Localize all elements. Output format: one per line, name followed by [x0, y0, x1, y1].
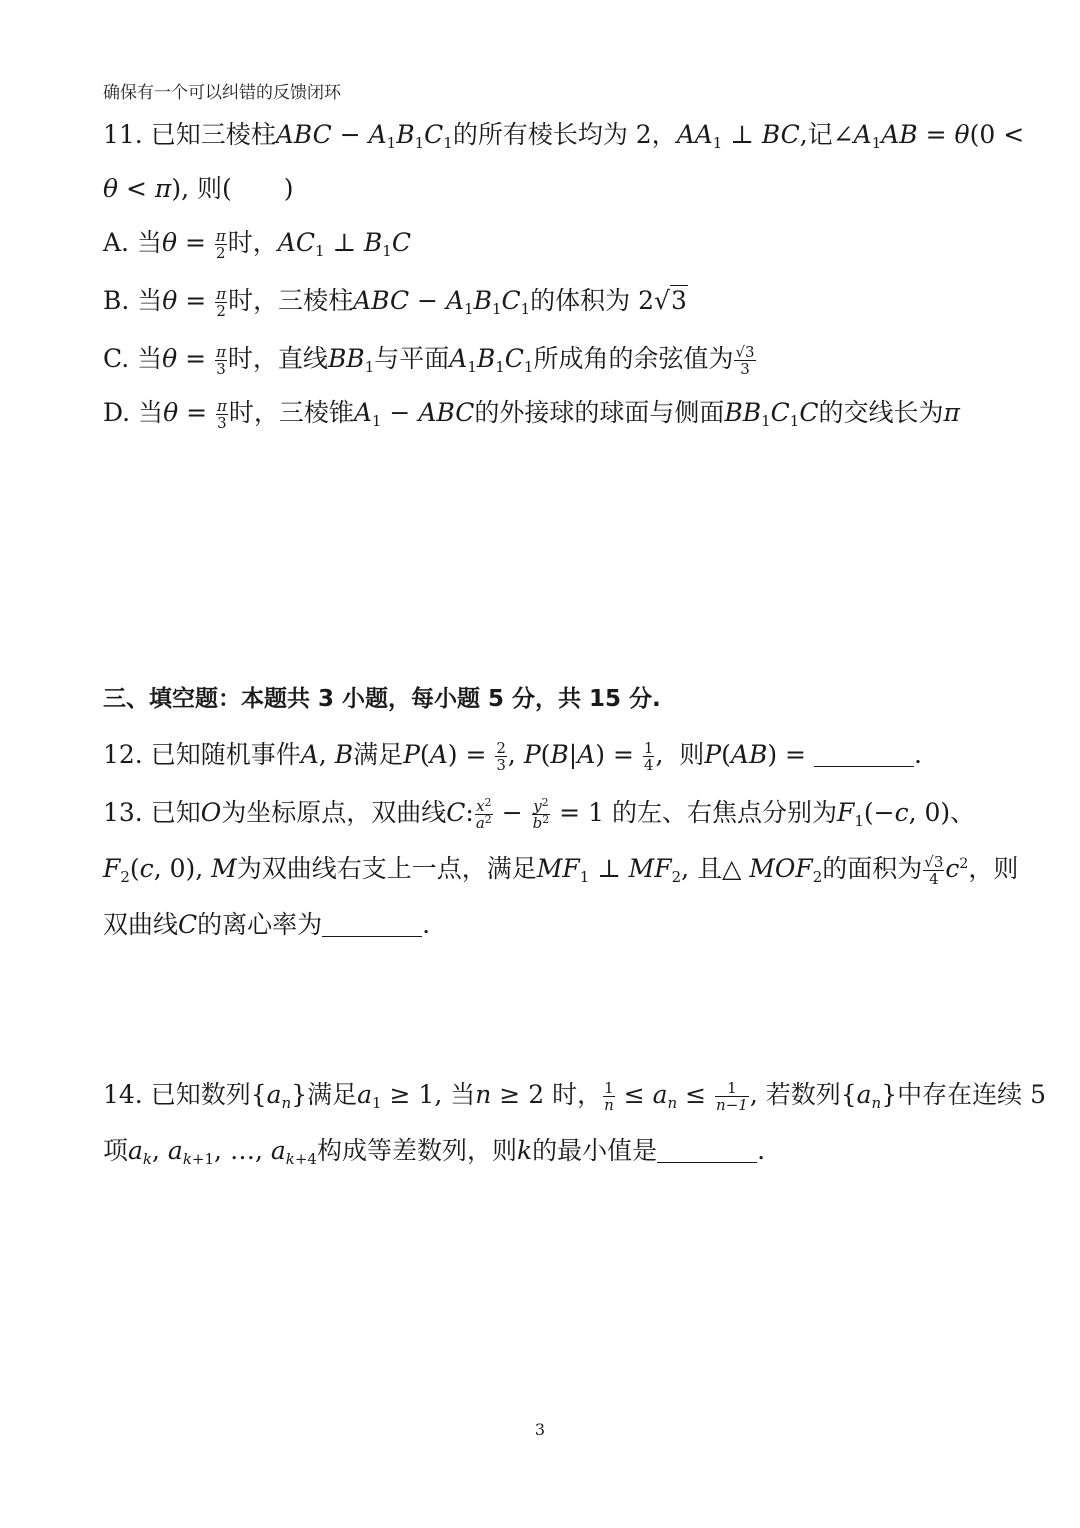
q14-text: 的最小值是: [532, 1136, 658, 1165]
q14-text: 若数列: [765, 1080, 841, 1109]
q11-stem-line1: 11. 已知三棱柱ABC − $A_1B_1C_1$的所有棱长均为 2，$AA_1$ ⊥ BC,记$\angle A_1AB = \theta(0$ <: [103, 120, 1025, 152]
q13-text: 的面积为: [822, 854, 923, 883]
option-text: 与平面: [374, 344, 450, 373]
option-label: C.: [103, 344, 130, 373]
option-text: 的体积为 2: [530, 286, 655, 315]
q11-option-b: B. 当θ = $\frac{\pi}{2}$ 时，三棱柱ABC − $A_1B_1C_1$的体积为 2√3: [103, 285, 687, 320]
q14-text: 当: [450, 1080, 476, 1109]
option-label: B.: [103, 286, 130, 315]
option-text: 时，: [227, 228, 278, 257]
header-note: 确保有一个可以纠错的反馈闭环: [103, 83, 341, 103]
q11-number: 11.: [103, 120, 143, 149]
section-heading: 三、填空题：本题共 3 小题，每小题 5 分，共 15 分.: [103, 686, 661, 712]
q11-option-c: C. 当θ = $\frac{\pi}{3}$ 时，直线$BB_1$与平面$A_1B_1C_1$所成角的余弦值为 $\frac{√3}{3}$: [103, 343, 755, 378]
q14-text: 中存在连续 5: [897, 1080, 1046, 1109]
option-text: 时，直线: [227, 344, 328, 373]
q13-text: 双曲线: [103, 910, 179, 939]
q13-text: 已知: [150, 798, 201, 827]
option-text: 的交线长为: [818, 398, 944, 427]
q13-text: .: [422, 910, 431, 939]
option-text: 的外接球的球面与侧面: [474, 398, 725, 427]
q13-text: 的离心率为: [197, 910, 323, 939]
q11-stem-line2: θ < π), 则( ): [103, 174, 294, 203]
q13-text: 为双曲线右支上一点，满足: [236, 854, 537, 883]
option-text: 时，三棱锥: [228, 398, 354, 427]
q14-number: 14.: [103, 1080, 143, 1109]
q13-number: 13.: [103, 798, 143, 827]
q12-number: 12.: [103, 740, 143, 769]
q12-text: 满足: [353, 740, 404, 769]
option-text: 当: [137, 286, 163, 315]
option-text: 当: [136, 228, 162, 257]
q11-text: 记: [807, 120, 833, 149]
q13-line3: 双曲线C的离心率为 .: [103, 910, 431, 939]
q13-text: ，则: [968, 854, 1019, 883]
q12-text: .: [913, 740, 922, 769]
q11-option-a: A. 当θ = $\frac{\pi}{2}$ 时，$AC_1$ ⊥ $B_1C$: [103, 227, 411, 262]
q12-text: 则: [679, 740, 705, 769]
q11-text: 则(: [197, 174, 232, 203]
q14-text: 项: [103, 1136, 129, 1165]
q13-text: 且△: [697, 854, 742, 883]
q11-text: 已知三棱柱: [150, 120, 276, 149]
q13-text: 的左、右焦点分别为: [611, 798, 837, 827]
option-text: 所成角的余弦值为: [533, 344, 734, 373]
answer-blank[interactable]: [814, 740, 914, 767]
q14-text: 时，: [552, 1080, 603, 1109]
q11-text: ): [283, 174, 294, 203]
q14-text: .: [757, 1136, 766, 1165]
q14-text: 已知数列: [150, 1080, 251, 1109]
option-text: 时，三棱柱: [228, 286, 354, 315]
option-text: 当: [137, 344, 163, 373]
option-label: D.: [103, 398, 131, 427]
q13-line1: 13. 已知O为坐标原点，双曲线C: $\frac{x^2}{a^2}$ − $\frac{y^2}{b^2}$ = 1 的左、右焦点分别为$F_1(-c$, 0)、: [103, 796, 976, 832]
q13-text: 为坐标原点，双曲线: [221, 798, 447, 827]
page-number: 3: [534, 1420, 546, 1439]
answer-blank[interactable]: [322, 910, 422, 937]
q14-line1: 14. 已知数列$\{a_n\}$满足$a_1 \ge 1$, 当n ≥ 2 时， $\frac{1}{n}$ ≤ $a_n$ ≤ $\frac{1}{n-1}$ , 若数列$\{a_n\}$中存在连续 5: [103, 1079, 1046, 1114]
option-text: 当: [138, 398, 164, 427]
q11-text: 的所有棱长均为 2，: [452, 120, 677, 149]
answer-blank[interactable]: [657, 1136, 757, 1163]
q14-text: 构成等差数列，则: [316, 1136, 517, 1165]
q12-text: 已知随机事件: [150, 740, 301, 769]
q14-text: 满足: [307, 1080, 358, 1109]
q11-option-d: D. 当θ = $\frac{\pi}{3}$ 时，三棱锥$A_1$ − ABC的外接球的球面与侧面$BB_1C_1C$的交线长为π: [103, 397, 960, 432]
option-label: A.: [103, 228, 130, 257]
q13-line2: $F_2(c$, 0), M为双曲线右支上一点，满足$MF_1$ ⊥ $MF_2$, 且△ $MOF_2$的面积为 $\frac{√3}{4}$ $c^2$，则: [103, 853, 1019, 888]
q12-line: 12. 已知随机事件A, B满足P(A) = $\frac{2}{3}$ , P(B|A) = $\frac{1}{4}$ , 则P(AB) = .: [103, 739, 922, 774]
q14-line2: 项$a_k$, $a_{k+1}$, …, $a_{k+4}$构成等差数列，则k的最小值是 .: [103, 1136, 766, 1168]
